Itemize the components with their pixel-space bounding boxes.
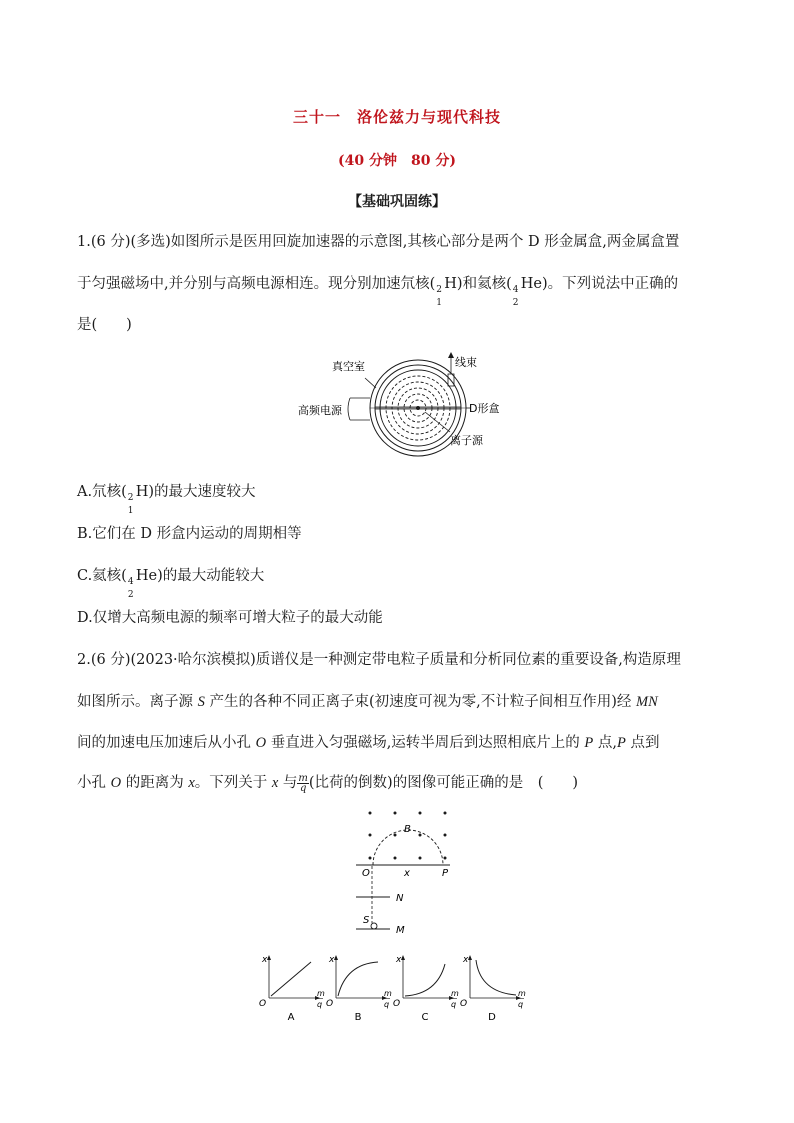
q2-stem-line3: 间的加速电压加速后从小孔 O 垂直进入匀强磁场,运转半周后到达照相底片上的 P 点,P 点到	[77, 735, 660, 751]
graph-y-label: x	[262, 955, 268, 965]
mass-spectrometer-diagram	[350, 808, 460, 938]
q2-stem-line4: 小孔 O 的距离为 x。下列关于 x 与 $\frac{m}{q}$ (比荷的倒数)的图像可能正确的是 ( )	[77, 772, 579, 794]
label-M: M	[396, 925, 405, 936]
graph-curve	[476, 960, 516, 995]
q1-option-c[interactable]: C.氦核( 4 2 He)的最大动能较大	[77, 568, 265, 600]
label-d-box: D形盒	[469, 402, 500, 415]
page-title: 三十一 洛伦兹力与现代科技	[292, 108, 501, 126]
graph-option-b[interactable]	[326, 955, 392, 1023]
graph-q-label: q	[518, 1000, 524, 1009]
q1-option-b[interactable]: B.它们在 D 形盒内运动的周期相等	[77, 526, 302, 542]
time-score: (40 分钟 80 分)	[338, 153, 456, 169]
graph-option-letter: A	[287, 1012, 295, 1023]
q1-option-d[interactable]: D.仅增大高频电源的频率可增大粒子的最大动能	[77, 610, 383, 626]
q1-option-a[interactable]: A.氘核( 2 1 H)的最大速度较大	[77, 484, 256, 516]
graph-m-label: m	[518, 989, 526, 998]
q1-stem-line2: 于匀强磁场中,并分别与高频电源相连。现分别加速氘核( 2 1 H)和氦核( 4 2 He)。下列说法中正确的	[77, 276, 679, 308]
graph-curve	[271, 962, 311, 996]
graph-option-letter: B	[354, 1012, 362, 1023]
section-heading: 【基础巩固练】	[348, 194, 446, 210]
q2-stem-line2: 如图所示。离子源 S 产生的各种不同正离子束(初速度可视为零,不计粒子间相互作用)经 MN	[77, 694, 658, 710]
label-P: P	[442, 868, 449, 879]
label-x: x	[404, 868, 410, 879]
label-S: S	[363, 915, 370, 926]
q1-stem-line1: 1.(6 分)(多选)如图所示是医用回旋加速器的示意图,其核心部分是两个 D 形金属盒,两金属盒置	[77, 234, 680, 250]
q2-answer-graphs	[255, 954, 555, 1026]
label-hf-power: 高频电源	[298, 404, 342, 417]
q2-stem-line1: 2.(6 分)(2023·哈尔滨模拟)质谱仪是一种测定带电粒子质量和分析同位素的重要设备,构造原理	[77, 652, 681, 668]
label-N: N	[396, 893, 404, 904]
label-B: B	[404, 824, 411, 835]
graph-y-label: x	[463, 955, 469, 965]
graph-option-d[interactable]	[460, 955, 526, 1023]
label-vacuum-chamber: 真空室	[332, 360, 365, 373]
graph-curve	[405, 964, 445, 996]
graph-q-label: q	[451, 1000, 457, 1009]
cyclotron-diagram	[290, 348, 520, 458]
graph-m-label: m	[451, 989, 459, 998]
graph-origin-label: O	[460, 999, 468, 1009]
label-O: O	[362, 868, 370, 879]
graph-y-label: x	[396, 955, 402, 965]
label-ion-source: 离子源	[450, 434, 483, 447]
graph-option-letter: D	[488, 1012, 496, 1023]
graph-m-label: m	[384, 989, 392, 998]
graph-option-a[interactable]	[259, 955, 325, 1023]
graph-q-label: q	[384, 1000, 390, 1009]
graph-q-label: q	[317, 1000, 323, 1009]
graph-curve	[338, 962, 378, 996]
magnetic-field-dots	[369, 812, 447, 860]
m-over-q: $\frac{m}{q}$	[298, 772, 308, 794]
graph-y-label: x	[329, 955, 335, 965]
graph-origin-label: O	[259, 999, 267, 1009]
graph-origin-label: O	[393, 999, 401, 1009]
label-beam: 线束	[455, 356, 477, 369]
q1-stem-line3: 是( )	[77, 317, 132, 333]
graph-m-label: m	[317, 989, 325, 998]
graph-origin-label: O	[326, 999, 334, 1009]
graph-option-letter: C	[421, 1012, 429, 1023]
graph-option-c[interactable]	[393, 955, 459, 1023]
